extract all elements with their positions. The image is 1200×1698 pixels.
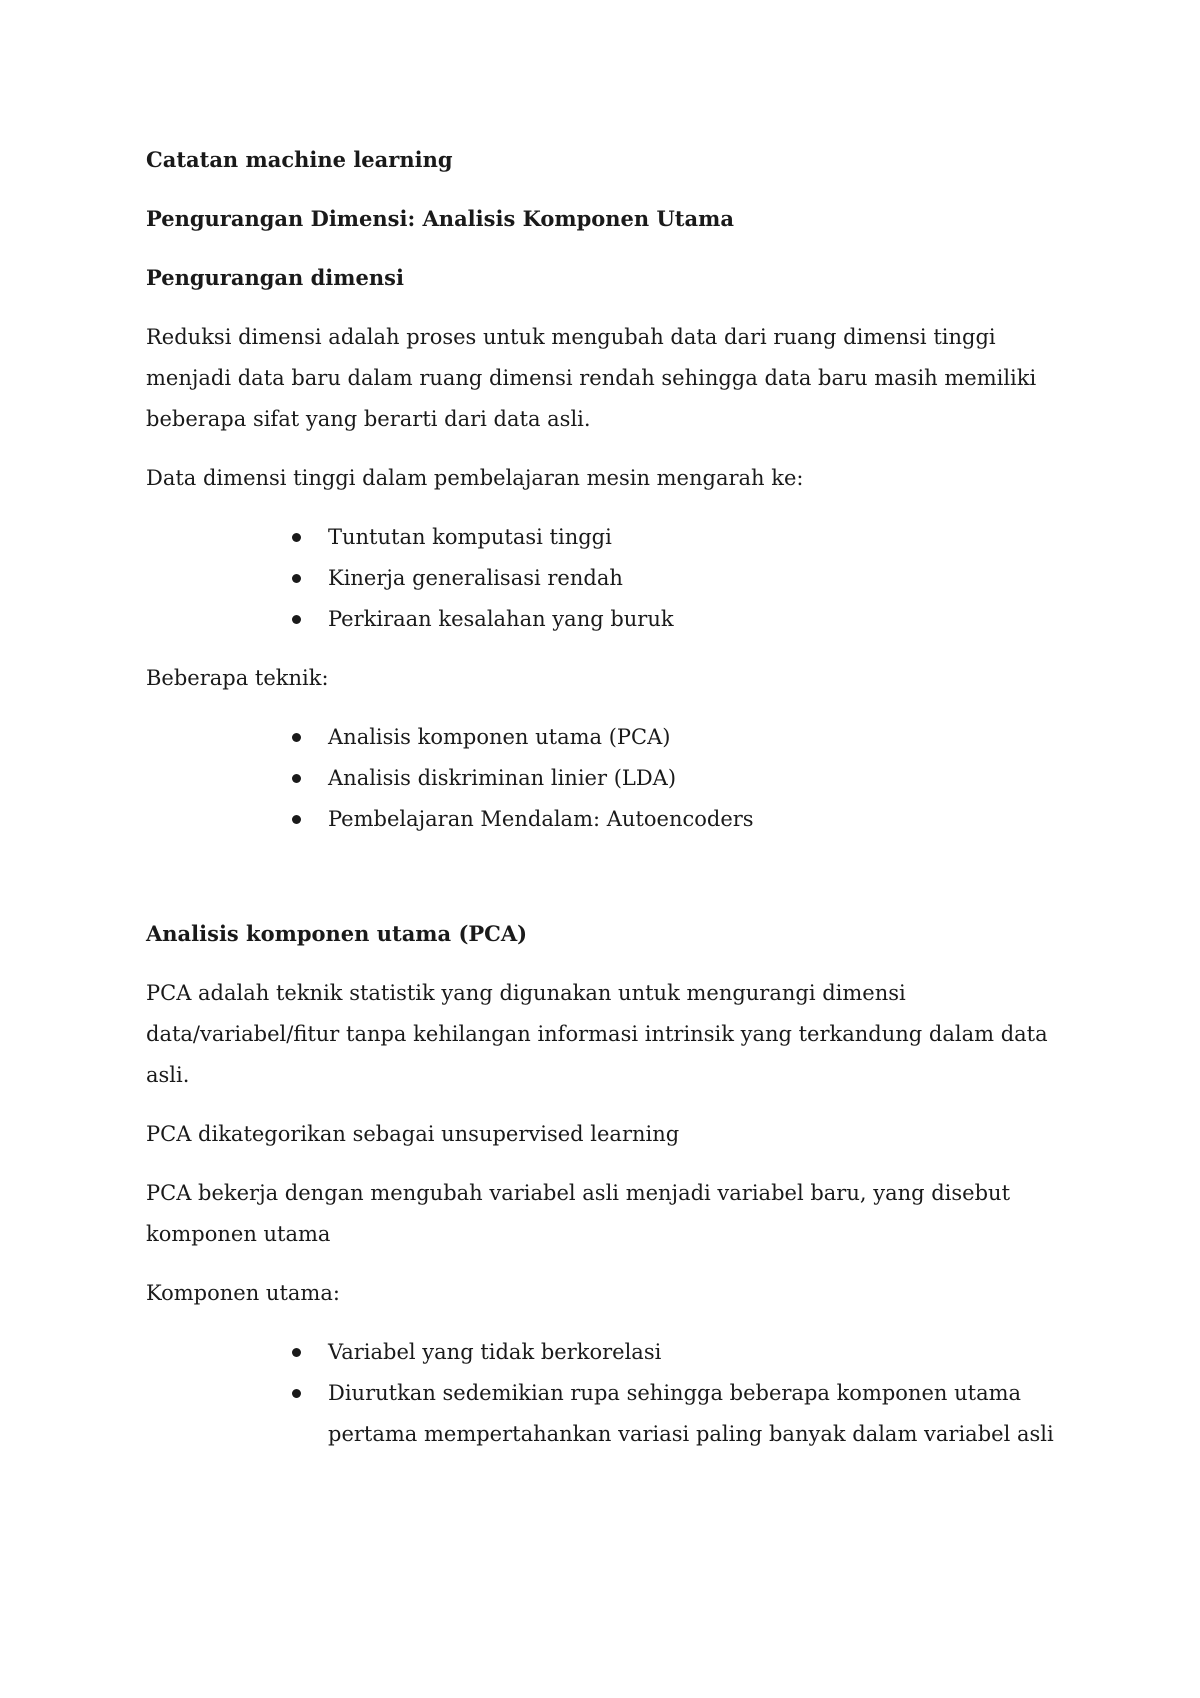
paragraph-komponen-utama: Komponen utama: bbox=[146, 1281, 340, 1305]
bullet-list-teknik bbox=[146, 717, 1066, 840]
bullet-icon bbox=[292, 574, 301, 583]
paragraph-pca-kategori: PCA dikategorikan sebagai unsupervised learning bbox=[146, 1122, 680, 1146]
list-item bbox=[328, 799, 1066, 840]
list-item bbox=[328, 758, 1066, 799]
list-item bbox=[328, 517, 1066, 558]
list-item-text: Analisis diskriminan linier (LDA) bbox=[328, 766, 677, 790]
document-title: Catatan machine learning bbox=[146, 147, 453, 172]
document-subtitle: Pengurangan Dimensi: Analisis Komponen Utama bbox=[146, 206, 734, 231]
paragraph-pca-definisi: PCA adalah teknik statistik yang digunakan untuk mengurangi dimensi data/variabel/fitur tanpa kehilangan informasi intrinsik yang terkandung dalam data asli. bbox=[146, 981, 1048, 1087]
paragraph-pca-cara-kerja: PCA bekerja dengan mengubah variabel asli menjadi variabel baru, yang disebut komponen utama bbox=[146, 1181, 1011, 1246]
bullet-icon bbox=[292, 1348, 301, 1357]
paragraph-beberapa-teknik: Beberapa teknik: bbox=[146, 666, 329, 690]
list-item bbox=[328, 1373, 1066, 1455]
bullet-icon bbox=[292, 774, 301, 783]
list-item-text: Diurutkan sedemikian rupa sehingga beberapa komponen utama pertama mempertahankan variasi paling banyak dalam variabel asli bbox=[328, 1381, 1054, 1446]
list-item-text: Tuntutan komputasi tinggi bbox=[328, 525, 612, 549]
list-item bbox=[328, 717, 1066, 758]
list-item-text: Kinerja generalisasi rendah bbox=[328, 566, 623, 590]
bullet-icon bbox=[292, 1389, 301, 1398]
paragraph-reduksi-dimensi: Reduksi dimensi adalah proses untuk mengubah data dari ruang dimensi tinggi menjadi data baru dalam ruang dimensi rendah sehingga data baru masih memiliki beberapa sifat yang berarti dari data asli. bbox=[146, 325, 1037, 431]
bullet-icon bbox=[292, 615, 301, 624]
list-item-text: Pembelajaran Mendalam: Autoencoders bbox=[328, 807, 754, 831]
bullet-icon bbox=[292, 533, 301, 542]
document-page bbox=[146, 140, 1066, 1473]
paragraph-data-dimensi-tinggi: Data dimensi tinggi dalam pembelajaran mesin mengarah ke: bbox=[146, 466, 804, 490]
section-heading-pengurangan-dimensi: Pengurangan dimensi bbox=[146, 265, 404, 290]
list-item bbox=[328, 1332, 1066, 1373]
list-item-text: Analisis komponen utama (PCA) bbox=[328, 725, 671, 749]
list-item-text: Variabel yang tidak berkorelasi bbox=[328, 1340, 662, 1364]
bullet-list-dampak bbox=[146, 517, 1066, 640]
section-heading-pca: Analisis komponen utama (PCA) bbox=[146, 921, 528, 946]
bullet-list-komponen-utama bbox=[146, 1332, 1066, 1455]
bullet-icon bbox=[292, 733, 301, 742]
list-item bbox=[328, 558, 1066, 599]
list-item bbox=[328, 599, 1066, 640]
bullet-icon bbox=[292, 815, 301, 824]
section-spacer bbox=[146, 858, 1066, 914]
list-item-text: Perkiraan kesalahan yang buruk bbox=[328, 607, 674, 631]
